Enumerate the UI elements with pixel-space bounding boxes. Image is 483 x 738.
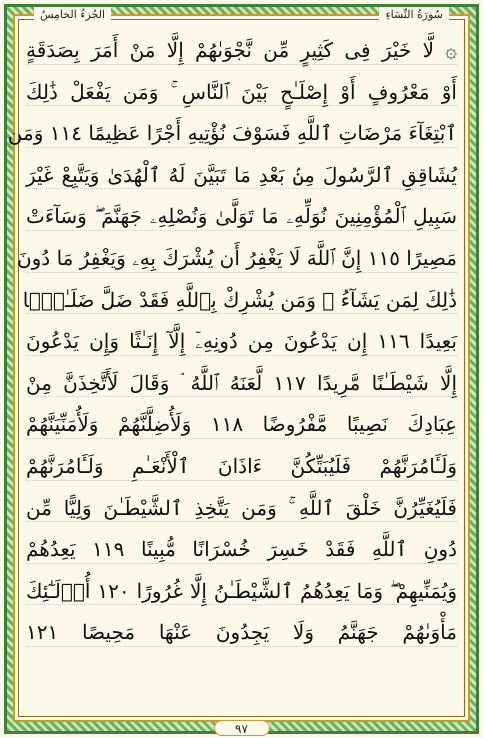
text-line-4: يُشَاقِقِ ٱلرَّسُولَ مِنۢ بَعْدِ مَا تَبَيَّنَ لَهُ ٱلْهُدَىٰ وَيَتَّبِعْ غَيْرَ [26,155,457,197]
text-line-6: مَصِيرًا ١١٥ إِنَّ ٱللَّهَ لَا يَغْفِرُ أَن يُشْرَكَ بِهِۦ وَيَغْفِرُ مَا دُونَ [26,238,457,280]
text-line-12: فَلَيُغَيِّرُنَّ خَلْقَ ٱللَّهِ ۚ وَمَن يَتَّخِذِ ٱلشَّيْطَـٰنَ وَلِيًّا مِّن [26,488,457,530]
juz-label: الجُزءُ الخامِسُ [34,7,111,22]
page-number: ٩٧ [214,720,270,736]
text-line-2: أَوْ مَعْرُوفٍ أَوْ إِصْلَـٰحٍ بَيْنَ ٱلنَّاسِ ۚ وَمَن يَفْعَلْ ذَٰلِكَ [26,72,457,114]
text-line-10: عِبَادِكَ نَصِيبًا مَّفْرُوضًا ١١٨ وَلَأُضِلَّنَّهُمْ وَلَأُمَنِّيَنَّهُمْ [26,404,457,446]
text-line-13: دُونِ ٱللَّهِ فَقَدْ خَسِرَ خُسْرَانًا مُّبِينًا ١١٩ يَعِدُهُمْ [26,529,457,571]
text-line-5: سَبِيلِ ٱلْمُؤْمِنِينَ نُوَلِّهِۦ مَا تَوَلَّىٰ وَنُصْلِهِۦ جَهَنَّمَ ۖ وَسَآءَتْ [26,196,457,238]
surah-label: سُورَةُ النِّسَاءِ [379,7,449,22]
text-line-7: ذَٰلِكَ لِمَن يَشَآءُ ۚ وَمَن يُشْرِكْ بِٱللَّهِ فَقَدْ ضَلَّ ضَلَـٰلًۢا [26,280,457,322]
text-line-3: ٱبْتِغَآءَ مَرْضَاتِ ٱللَّهِ فَسَوْفَ نُؤْتِيهِ أَجْرًا عَظِيمًا ١١٤ وَمَن [26,113,457,155]
page-header [20,0,463,26]
text-line-1: ۞ لَّا خَيْرَ فِى كَثِيرٍ مِّن نَّجْوَىٰهُمْ إِلَّا مَنْ أَمَرَ بِصَدَقَةٍ [26,30,457,72]
text-line-11: وَلَـَٔامُرَنَّهُمْ فَلَيُبَتِّكُنَّ ءَاذَانَ ٱلْأَنْعَـٰمِ وَلَـَٔامُرَنَّهُمْ [26,446,457,488]
text-line-8: بَعِيدًا ١١٦ إِن يَدْعُونَ مِن دُونِهِۦٓ إِلَّآ إِنَـٰثًا وَإِن يَدْعُونَ [26,321,457,363]
text-line-9: إِلَّا شَيْطَـٰنًا مَّرِيدًا ١١٧ لَّعَنَهُ ٱللَّهُ ۘ وَقَالَ لَأَتَّخِذَنَّ مِنْ [26,363,457,405]
text-line-14: وَيُمَنِّيهِمْ ۖ وَمَا يَعِدُهُمُ ٱلشَّيْطَـٰنُ إِلَّا غُرُورًا ١٢٠ أُو۟لَـٰٓئِكَ [26,571,457,613]
text-line-15: مَأْوَىٰهُمْ جَهَنَّمُ وَلَا يَجِدُونَ عَنْهَا مَحِيصًا ١٢١ [26,612,457,654]
quran-text-block [7,30,458,696]
